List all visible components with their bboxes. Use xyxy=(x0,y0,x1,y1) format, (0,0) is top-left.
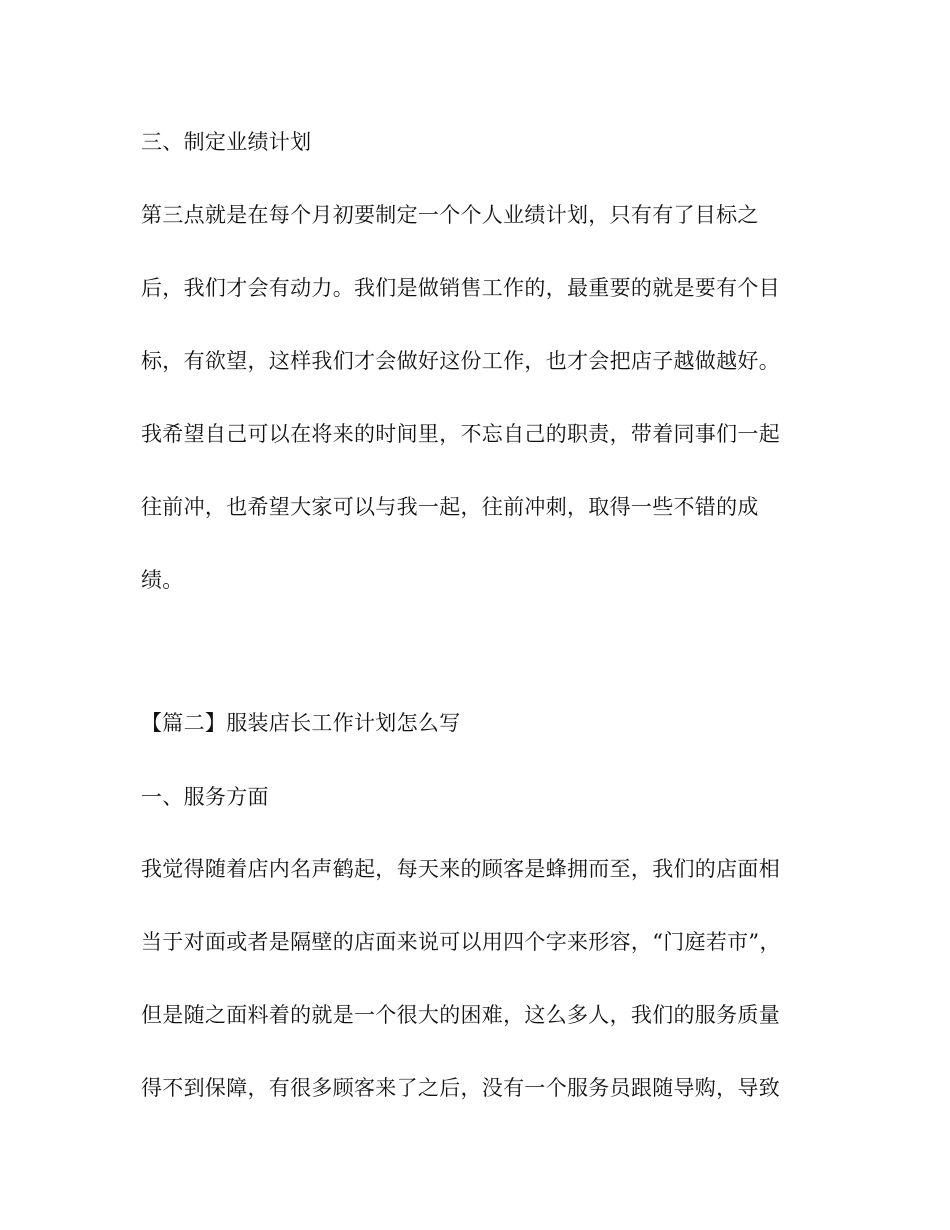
paragraph-line: 后，我们才会有动力。我们是做销售工作的，最重要的就是要有个目 xyxy=(141,276,780,300)
paragraph-line: 往前冲，也希望大家可以与我一起，往前冲刺，取得一些不错的成 xyxy=(141,495,759,519)
paragraph-line: 当于对面或者是隔壁的店面来说可以用四个字来形容，“门庭若市”， xyxy=(141,930,781,954)
paragraph-line: 绩。 xyxy=(141,568,184,592)
section-heading: 一、服务方面 xyxy=(141,785,269,809)
section-heading: 三、制定业绩计划 xyxy=(141,130,312,154)
part-title: 【篇二】服装店长工作计划怎么写 xyxy=(141,711,461,735)
paragraph-line: 得不到保障，有很多顾客来了之后，没有一个服务员跟随导购，导致 xyxy=(141,1076,780,1100)
paragraph-line: 我觉得随着店内名声鹤起，每天来的顾客是蜂拥而至，我们的店面相 xyxy=(141,857,780,881)
paragraph-line: 标，有欲望，这样我们才会做好这份工作，也才会把店子越做越好。 xyxy=(141,349,780,373)
paragraph-line: 第三点就是在每个月初要制定一个个人业绩计划，只有有了目标之 xyxy=(141,203,759,227)
paragraph-line: 我希望自己可以在将来的时间里，不忘自己的职责，带着同事们一起 xyxy=(141,422,780,446)
paragraph-line: 但是随之面料着的就是一个很大的困难，这么多人，我们的服务质量 xyxy=(141,1003,780,1027)
